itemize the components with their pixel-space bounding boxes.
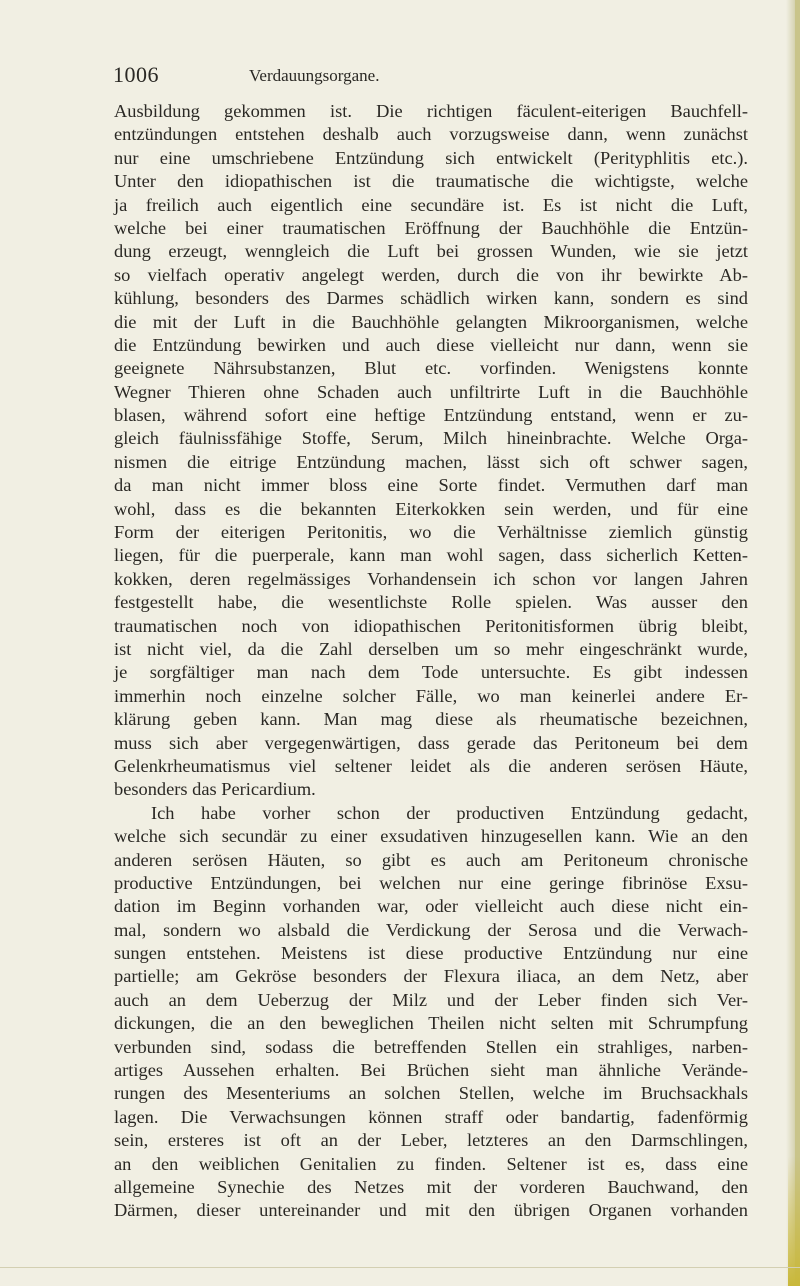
text-line: Unter den idiopathischen ist die traumatische die wichtigste, welche [114, 171, 748, 192]
text-line: lagen. Die Verwachsungen können straff oder bandartig, fadenförmig [114, 1106, 748, 1127]
text-line: festgestellt habe, die wesentlichste Rolle spielen. Was ausser den [114, 592, 748, 613]
text-line: Ich habe vorher schon der productiven Entzündung gedacht, [151, 802, 748, 823]
bottom-edge-line [0, 1267, 800, 1268]
text-line: gleich fäulnissfähige Stoffe, Serum, Milch hineinbrachte. Welche Orga- [114, 428, 748, 449]
text-line: nismen die eitrige Entzündung machen, lässt sich oft schwer sagen, [114, 451, 748, 472]
text-line: welche bei einer traumatischen Eröffnung der Bauchhöhle die Entzün- [114, 217, 748, 238]
text-line: da man nicht immer bloss eine Sorte findet. Vermuthen darf man [114, 475, 748, 496]
text-line: productive Entzündungen, bei welchen nur eine geringe fibrinöse Exsu- [114, 872, 748, 893]
text-line: verbunden sind, sodass die betreffenden Stellen ein strahliges, narben- [114, 1036, 748, 1057]
body-text [114, 100, 748, 1223]
text-line: die Entzündung bewirken und auch diese vielleicht nur dann, wenn sie [114, 334, 748, 355]
text-line: ja freilich auch eigentlich eine secundäre ist. Es ist nicht die Luft, [114, 194, 748, 215]
text-line: sungen entstehen. Meistens ist diese productive Entzündung nur eine [114, 943, 748, 964]
text-line: klärung geben kann. Man mag diese als rheumatische bezeichnen, [114, 709, 748, 730]
text-line: traumatischen noch von idiopathischen Peritonitisformen übrig bleibt, [114, 615, 748, 636]
text-line: allgemeine Synechie des Netzes mit der vorderen Bauchwand, den [114, 1176, 748, 1197]
text-line: die mit der Luft in die Bauchhöhle gelangten Mikroorganismen, welche [114, 311, 748, 332]
text-line: je sorgfältiger man nach dem Tode untersuchte. Es gibt indessen [114, 662, 748, 683]
text-line: Gelenkrheumatismus viel seltener leidet als die anderen serösen Häute, [114, 755, 748, 776]
page-edge [795, 0, 800, 1286]
text-line: kokken, deren regelmässiges Vorhandensein ich schon vor langen Jahren [114, 568, 748, 589]
text-line: dation im Beginn vorhanden war, oder vielleicht auch diese nicht ein- [114, 896, 748, 917]
text-line: Wegner Thieren ohne Schaden auch unfiltrirte Luft in die Bauchhöhle [114, 381, 748, 402]
text-line: anderen serösen Häuten, so gibt es auch am Peritoneum chronische [114, 849, 748, 870]
text-line: mal, sondern wo alsbald die Verdickung der Serosa und die Verwach- [114, 919, 748, 940]
running-head: Verdauungsorgane. [249, 66, 380, 85]
text-line: dickungen, die an den beweglichen Theilen nicht selten mit Schrumpfung [114, 1013, 748, 1034]
page-number: 1006 [113, 62, 159, 87]
text-line: ist nicht viel, da die Zahl derselben um so mehr eingeschränkt wurde, [114, 638, 748, 659]
text-line: blasen, während sofort eine heftige Entzündung entstand, wenn er zu- [114, 405, 748, 426]
page-header [113, 62, 753, 92]
text-line: sein, ersteres ist oft an der Leber, letzteres an den Darmschlingen, [114, 1130, 748, 1151]
text-line: an den weiblichen Genitalien zu finden. Seltener ist es, dass eine [114, 1153, 748, 1174]
text-line: auch an dem Ueberzug der Milz und der Leber finden sich Ver- [114, 989, 748, 1010]
text-line: Därmen, dieser untereinander und mit den übrigen Organen vorhanden [114, 1200, 748, 1221]
text-line: rungen des Mesenteriums an solchen Stellen, welche im Bruchsackhals [114, 1083, 748, 1104]
text-line: kühlung, besonders des Darmes schädlich wirken kann, sondern es sind [114, 288, 748, 309]
text-line: Form der eiterigen Peritonitis, wo die Verhältnisse ziemlich günstig [114, 522, 748, 543]
text-line: liegen, für die puerperale, kann man wohl sagen, dass sicherlich Ketten- [114, 545, 748, 566]
text-line: besonders das Pericardium. [114, 779, 316, 800]
text-line: welche sich secundär zu einer exsudativen hinzugesellen kann. Wie an den [114, 826, 748, 847]
text-line: muss sich aber vergegenwärtigen, dass gerade das Peritoneum bei dem [114, 732, 748, 753]
text-line: entzündungen entstehen deshalb auch vorzugsweise dann, wenn zunächst [114, 124, 748, 145]
text-line: Ausbildung gekommen ist. Die richtigen fäculent-eiterigen Bauchfell- [114, 101, 748, 121]
text-line: artiges Aussehen erhalten. Bei Brüchen sieht man ähnliche Verände- [114, 1060, 748, 1081]
text-line: immerhin noch einzelne solcher Fälle, wo man keinerlei andere Er- [114, 685, 748, 706]
text-line: nur eine umschriebene Entzündung sich entwickelt (Perityphlitis etc.). [114, 147, 748, 168]
text-line: geeignete Nährsubstanzen, Blut etc. vorfinden. Wenigstens konnte [114, 358, 748, 379]
text-line: partielle; am Gekröse besonders der Flexura iliaca, an dem Netz, aber [114, 966, 748, 987]
text-line: wohl, dass es die bekannten Eiterkokken sein werden, und für eine [114, 498, 748, 519]
text-line: so vielfach operativ angelegt werden, durch die von ihr bewirkte Ab- [114, 264, 748, 285]
text-line: dung erzeugt, wenngleich die Luft bei grossen Wunden, wie sie jetzt [114, 241, 748, 262]
